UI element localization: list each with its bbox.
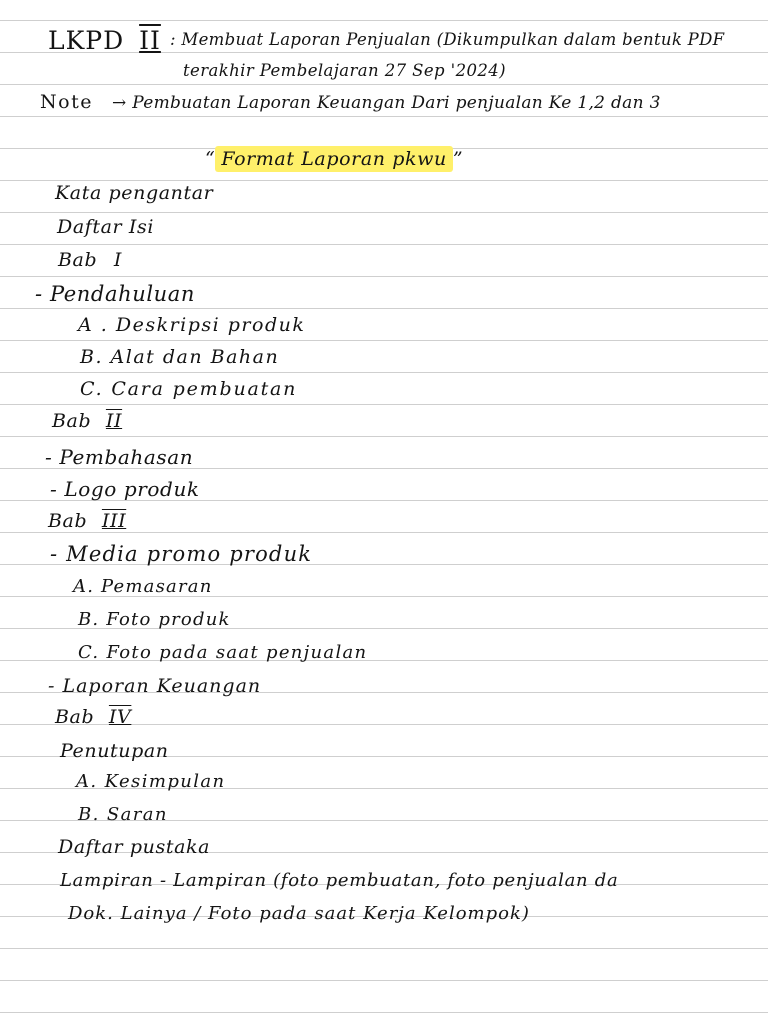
bab-2-item: - Logo produk xyxy=(50,477,200,501)
bab-3-item: C. Foto pada saat penjualan xyxy=(78,642,368,663)
bab-4-item: A. Kesimpulan xyxy=(76,771,226,792)
bab-3-item: A. Pemasaran xyxy=(73,576,213,597)
lkpd-title-line1: : Membuat Laporan Penjualan (Dikumpulkan dalam bentuk PDF xyxy=(170,30,725,49)
kata-pengantar: Kata pengantar xyxy=(55,182,214,204)
note-text: → Pembuatan Laporan Keuangan Dari penjualan Ke 1,2 dan 3 xyxy=(112,93,661,113)
bab-4-title: Penutupan xyxy=(60,740,169,762)
format-title-highlight: Format Laporan pkwu xyxy=(215,146,453,172)
note-label: Note xyxy=(40,91,93,113)
bab-2-item: - Pembahasan xyxy=(45,445,194,469)
format-title: “ Format Laporan pkwu ” xyxy=(205,148,464,170)
bab-3-extra: - Laporan Keuangan xyxy=(48,675,262,697)
bab-3-heading: Bab III xyxy=(48,510,127,532)
daftar-isi: Daftar Isi xyxy=(57,216,155,238)
bab-1-item: C. Cara pembuatan xyxy=(80,378,298,400)
lampiran-line2: Dok. Lainya / Foto pada saat Kerja Kelompok) xyxy=(68,903,530,924)
bab-3-title: - Media promo produk xyxy=(50,542,313,566)
lkpd-code: LKPD xyxy=(48,26,125,55)
bab-2-heading: Bab II xyxy=(52,410,123,432)
bab-1-heading: Bab I xyxy=(58,249,123,271)
bab-4-heading: Bab IV xyxy=(55,706,132,728)
bab-1-item: B. Alat dan Bahan xyxy=(80,346,280,368)
lkpd-number: II xyxy=(139,26,161,55)
lampiran-line1: Lampiran - Lampiran (foto pembuatan, foto penjualan da xyxy=(60,870,619,891)
lkpd-title-line2: terakhir Pembelajaran 27 Sep '2024) xyxy=(183,61,506,80)
lkpd-heading xyxy=(48,28,161,53)
bab-1-item: A . Deskripsi produk xyxy=(78,314,306,336)
bab-1-title: - Pendahuluan xyxy=(35,282,196,306)
daftar-pustaka: Daftar pustaka xyxy=(58,836,211,858)
bab-3-item: B. Foto produk xyxy=(78,609,231,630)
bab-4-item: B. Saran xyxy=(78,804,168,825)
